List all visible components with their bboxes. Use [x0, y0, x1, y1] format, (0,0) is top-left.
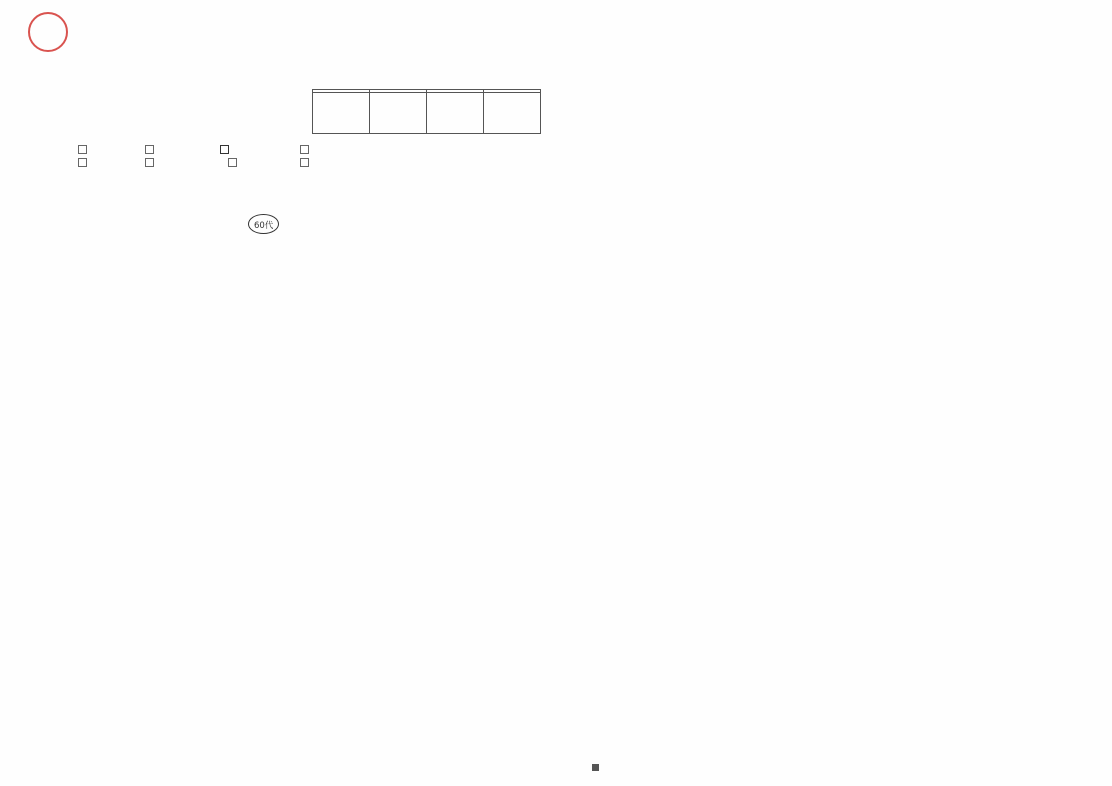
store-option[interactable]: [228, 158, 241, 168]
staff-cell[interactable]: [370, 93, 427, 134]
store-option[interactable]: [145, 145, 158, 155]
store-option[interactable]: [220, 145, 233, 155]
square-bullet-icon: [592, 764, 599, 771]
checkbox[interactable]: [145, 145, 154, 154]
checkbox[interactable]: [300, 145, 309, 154]
store-option[interactable]: [78, 158, 91, 168]
staff-cell[interactable]: [484, 93, 541, 134]
staff-table: [312, 89, 541, 134]
checkbox[interactable]: [300, 158, 309, 167]
checkbox[interactable]: [145, 158, 154, 167]
store-option[interactable]: [78, 145, 91, 155]
checkbox[interactable]: [78, 145, 87, 154]
store-option[interactable]: [145, 158, 158, 168]
staff-cell[interactable]: [427, 93, 484, 134]
answer-option[interactable]: 60代: [254, 221, 274, 231]
seal-stamp: [28, 12, 68, 52]
checkbox[interactable]: [78, 158, 87, 167]
store-option[interactable]: [300, 158, 313, 168]
store-option[interactable]: [300, 145, 313, 155]
checkbox[interactable]: [228, 158, 237, 167]
selected-answer-circle: [248, 214, 279, 234]
checkbox[interactable]: [220, 145, 229, 154]
closing-note: [592, 764, 605, 774]
